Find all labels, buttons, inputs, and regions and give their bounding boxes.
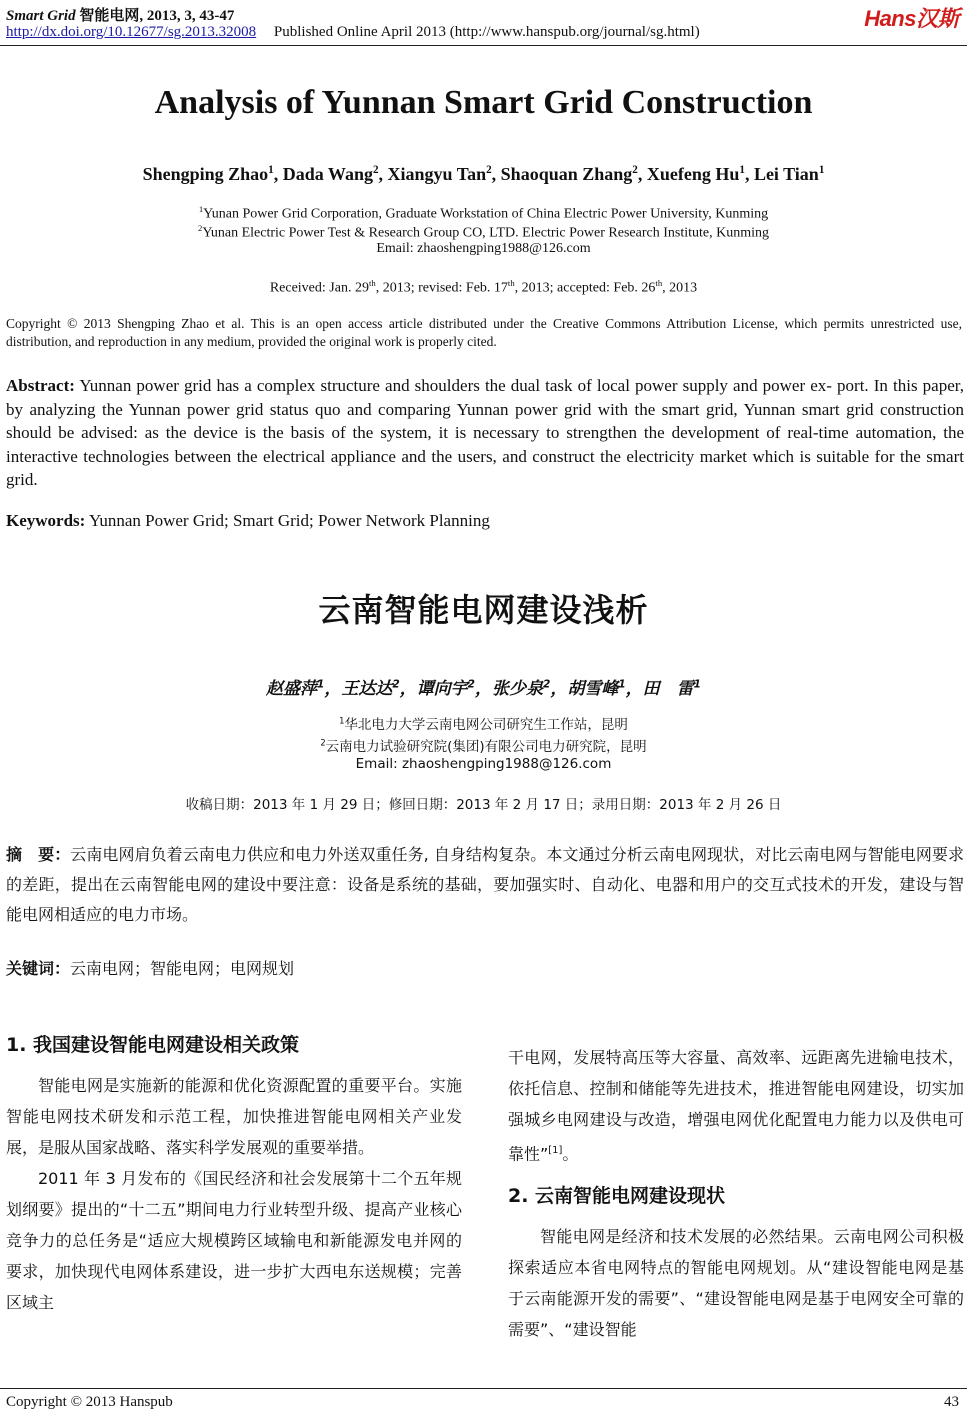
abstract-label: Abstract: — [6, 376, 75, 395]
cn-affiliation: $^2$云南电力试验研究院(集团)有限公司电力研究院，昆明 — [320, 737, 647, 755]
section-2-heading: 2. 云南智能电网建设现状 — [508, 1185, 726, 1208]
received-dates: Received: Jan. 29th, 2013; revised: Feb. 17th, 2013; accepted: Feb. 26th, 2013 — [269, 278, 698, 296]
footer-copyright: Copyright © 2013 Hanspub — [6, 1394, 173, 1410]
published-online: Published Online April 2013 (http://www.hanspub.org/journal/sg.html) — [273, 24, 700, 40]
citation-ref[interactable]: [1] — [548, 1145, 563, 1156]
header-divider — [0, 45, 967, 46]
cn-affiliation: $^1$华北电力大学云南电网公司研究生工作站，昆明 — [339, 715, 628, 733]
author: Lei Tian$^1$ — [753, 164, 825, 184]
cn-abstract-text: 云南电网肩负着云南电力供应和电力外送双重任务, 自身结构复杂。本文通过分析云南电网现状，对比云南电网与智能电网要求的差距，提出在云南智能电网的建设中要注意：设备是系统的基础，要加强实时、自动化、电器和用户的交互式技术的开发，建设与智能电网相适应的电力市场。 — [6, 845, 964, 924]
body-column-left — [6, 1028, 462, 1318]
page-number: 43 — [944, 1394, 959, 1410]
journal-cn-name: 智能电网 — [79, 8, 140, 24]
cn-received-dates: 收稿日期：2013 年 1 月 29 日；修回日期：2013 年 2 月 17 日；录用日期：2013 年 2 月 26 日 — [185, 797, 782, 813]
abstract — [6, 374, 964, 492]
author: Xiangyu Tan$^2$, — [387, 164, 501, 184]
cn-author: 王达达$^2$， — [341, 678, 417, 699]
doi-link[interactable]: http://dx.doi.org/10.12677/sg.2013.32008 — [6, 24, 257, 40]
cn-author: 赵盛萍$^1$， — [266, 678, 342, 699]
affiliation: $^2$Yunan Electric Power Test & Research Group CO, LTD. Electric Power Research Institute, Kunming — [197, 223, 769, 241]
keywords-label: Keywords: — [6, 511, 86, 530]
abstract-text: Yunnan power grid has a complex structure and shoulders the dual task of local power supply and power ex- port. In this paper, by analyzing the Yunnan power grid status quo and comparing Yunnan power grid with the smart grid, Yunnan smart grid construction should be advised: as the device is the basis of the system, it is necessary to strengthen the development of real-time automation, the interactive technologies between the electrical appliance and the users, and construct the electricity market which is suitable for the smart grid. — [6, 376, 964, 489]
paragraph: 智能电网是实施新的能源和优化资源配置的重要平台。实施智能电网技术研发和示范工程，加快推进智能电网相关产业发展，是服从国家战略、落实科学发展观的重要举措。 — [6, 1076, 462, 1157]
author: Shengping Zhao$^1$, — [142, 164, 283, 184]
cn-keywords — [6, 956, 294, 979]
journal-name: Smart Grid — [6, 8, 76, 24]
footer-divider — [0, 1388, 967, 1389]
cn-abstract-label: 摘 要： — [6, 845, 71, 864]
copyright-notice: Copyright © 2013 Shengping Zhao et al. This is an open access article distributed under the Creative Commons Attribution License, which permits unrestricted use, distribution, and reproduction in any medium, provided the original work is properly cited. — [6, 316, 962, 349]
hanspub-logo: Hans汉斯 — [864, 6, 959, 31]
section-1-heading: 1. 我国建设智能电网建设相关政策 — [6, 1034, 300, 1056]
running-header — [6, 4, 234, 25]
keywords-text: Yunnan Power Grid; Smart Grid; Power Network Planning — [85, 511, 490, 530]
keywords — [6, 511, 490, 531]
author-email: Email: zhaoshengping1988@126.com — [376, 241, 591, 256]
cn-author: 谭向宇$^2$， — [416, 678, 492, 699]
cn-author: 胡雪峰$^1$， — [567, 678, 643, 699]
cn-keywords-text: 云南电网；智能电网；电网规划 — [70, 959, 295, 978]
cn-keywords-label: 关键词： — [6, 959, 71, 978]
author: Dada Wang$^2$, — [282, 164, 388, 184]
paragraph: 智能电网是经济和技术发展的必然结果。云南电网公司积极探索适应本省电网特点的智能电网规划。从“建设智能电网是基于云南能源开发的需要”、“建设智能电网是基于电网安全可靠的需要”、“建设智能 — [508, 1227, 964, 1340]
cn-abstract — [6, 840, 964, 930]
author-list — [0, 164, 967, 185]
body-column-right — [508, 1042, 964, 1345]
cn-author: 张少泉$^2$， — [492, 678, 568, 699]
author: Xuefeng Hu$^1$, — [646, 164, 754, 184]
cn-author-email: Email: zhaoshengping1988@126.com — [355, 756, 612, 772]
author: Shaoquan Zhang$^2$, — [500, 164, 647, 184]
cn-author-list — [0, 674, 967, 699]
journal-info: , 2013, 3, 43-47 — [139, 8, 235, 24]
cn-author: 田 雷$^1$ — [642, 678, 701, 699]
affiliation: $^1$Yunan Power Grid Corporation, Graduate Workstation of China Electric Power University, Kunming — [198, 204, 769, 222]
paragraph: 2011 年 3 月发布的《国民经济和社会发展第十二个五年规划纲要》提出的“十二五”期间电力行业转型升级、提高产业核心竞争力的总任务是“适应大规模跨区域输电和新能源发电并网的要求，加快现代电网体系建设，进一步扩大西电东送规模；完善区域主 — [6, 1169, 462, 1312]
paragraph-continued: 干电网，发展特高压等大容量、高效率、远距离先进输电技术，依托信息、控制和储能等先进技术，推进智能电网建设，切实加强城乡电网建设与改造，增强电网优化配置电力能力以及供电可靠性”[1]。 — [508, 1048, 964, 1164]
paper-title: Analysis of Yunnan Smart Grid Construction — [154, 84, 813, 121]
doi-line — [6, 24, 700, 41]
cn-paper-title: 云南智能电网建设浅析 — [318, 591, 649, 629]
